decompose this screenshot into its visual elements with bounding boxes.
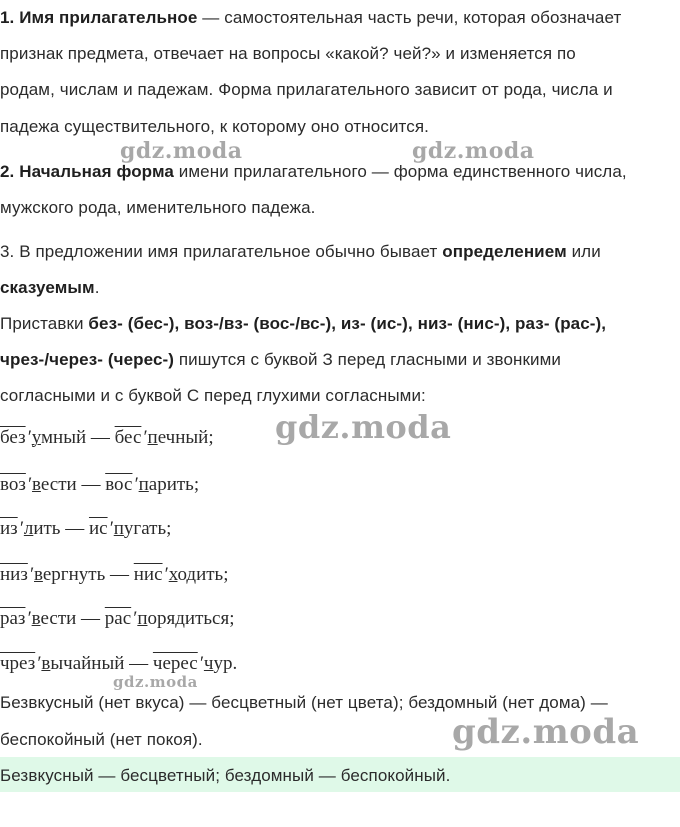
separator: ′ xyxy=(198,653,203,674)
dash: — xyxy=(124,653,153,674)
p1-line1 xyxy=(0,8,621,28)
dash: — xyxy=(105,564,134,585)
separator: ′ xyxy=(163,564,168,585)
root-letter: п xyxy=(113,518,124,539)
prefix: воз xyxy=(0,474,26,495)
prefix: нис xyxy=(133,564,163,585)
separator: ′ xyxy=(28,564,33,585)
prefix: без xyxy=(0,427,26,448)
root-letter: в xyxy=(31,608,41,629)
word-rest: ур xyxy=(213,653,233,674)
dash: — xyxy=(76,474,106,495)
p2-text: имени прилагательного — форма единственного числа, xyxy=(173,162,627,181)
p3-text-or: или xyxy=(566,242,601,261)
word-rest: ести xyxy=(40,474,77,495)
root-letter: п xyxy=(138,474,149,495)
p3-period: . xyxy=(94,278,100,297)
root-letter: в xyxy=(32,474,41,495)
root-letter: х xyxy=(168,564,178,585)
root-letter: ч xyxy=(203,653,214,674)
p4-line3: согласными и с буквой С перед глухими согласными: xyxy=(0,386,426,405)
p5-line1: Безвкусный (нет вкуса) — бесцветный (нет цвета); бездомный (нет дома) — xyxy=(0,693,608,712)
prefix: вос xyxy=(105,474,133,495)
p2-line1 xyxy=(0,162,627,182)
prefix: ис xyxy=(88,518,108,539)
root-letter: л xyxy=(23,518,34,539)
root-letter: п xyxy=(147,427,158,448)
p4-line1 xyxy=(0,314,606,334)
p4-text-2: пишутся с буквой З перед гласными и звонкими xyxy=(174,350,562,369)
term-predicate: сказуемым xyxy=(0,278,95,297)
prefix-list: без- (бес-), воз-/вз- (вос-/вс-), из- (ис-), низ- (нис-), раз- (рас-), xyxy=(88,314,607,333)
example-line xyxy=(0,518,171,540)
answer-text: Безвкусный — бесцветный; бездомный — беспокойный. xyxy=(0,766,451,785)
p2-num: 2. xyxy=(0,162,20,181)
prefix: черес xyxy=(152,653,198,674)
p2-line2: мужского рода, именительного падежа. xyxy=(0,198,316,217)
example-line xyxy=(0,653,237,675)
dash: — xyxy=(76,608,105,629)
punct: ; xyxy=(229,608,235,629)
word-rest: ычайный xyxy=(50,653,125,674)
p3-line1 xyxy=(0,242,601,262)
watermark: gdz.moda xyxy=(113,673,198,691)
p4-text: Приставки xyxy=(0,314,89,333)
p1-text: — самостоятельная часть речи, которая обозначает xyxy=(197,8,622,27)
example-line xyxy=(0,427,214,449)
separator: ′ xyxy=(26,608,31,629)
punct: ; xyxy=(193,474,200,495)
p1-line4: падежа существительного, к которому оно относится. xyxy=(0,117,429,136)
p4-line2 xyxy=(0,350,561,370)
example-line xyxy=(0,564,229,586)
separator: ′ xyxy=(133,474,138,495)
separator: ′ xyxy=(132,608,137,629)
prefix: бес xyxy=(114,427,142,448)
word-rest: ечный xyxy=(157,427,209,448)
separator: ′ xyxy=(108,518,113,539)
separator: ′ xyxy=(26,474,32,495)
term-initial-form: Начальная форма xyxy=(19,162,174,181)
root-letter: в xyxy=(41,653,51,674)
separator: ′ xyxy=(18,518,23,539)
word-rest: ить xyxy=(33,518,61,539)
prefix-list-2: чрез-/через- (черес-) xyxy=(0,350,175,369)
example-line xyxy=(0,474,199,496)
separator: ′ xyxy=(26,427,31,448)
word-rest: одить xyxy=(177,564,224,585)
separator: ′ xyxy=(142,427,147,448)
watermark: gdz.moda xyxy=(275,408,452,446)
p3-line2 xyxy=(0,278,100,298)
term-adjective: 1. Имя прилагательное xyxy=(0,8,198,27)
p5-line2: беспокойный (нет покоя). xyxy=(0,730,203,749)
dash: — xyxy=(60,518,89,539)
prefix: раз xyxy=(0,608,26,629)
watermark: gdz.moda xyxy=(120,138,243,164)
prefix: из xyxy=(0,518,18,539)
p1-line3: родам, числам и падежам. Форма прилагательного зависит от рода, числа и xyxy=(0,80,613,99)
punct: ; xyxy=(208,427,214,448)
word-rest: ести xyxy=(40,608,77,629)
term-attribute: определением xyxy=(442,242,567,261)
root-letter: в xyxy=(34,564,43,585)
word-rest: арить xyxy=(148,474,194,495)
watermark: gdz.moda xyxy=(452,712,640,752)
prefix: рас xyxy=(104,608,132,629)
separator: ′ xyxy=(36,653,41,674)
root-letter: п xyxy=(137,608,148,629)
word-rest: мный xyxy=(41,427,87,448)
word-rest: орядиться xyxy=(147,608,230,629)
p3-text: 3. В предложении имя прилагательное обычно бывает xyxy=(0,242,443,261)
punct: . xyxy=(232,653,238,674)
word-rest: угать xyxy=(123,518,167,539)
prefix: низ xyxy=(0,564,28,585)
prefix: чрез xyxy=(0,653,36,674)
p1-line2: признак предмета, отвечает на вопросы «какой? чей?» и изменяется по xyxy=(0,44,576,63)
punct: ; xyxy=(223,564,229,585)
root-letter: у xyxy=(31,427,41,448)
punct: ; xyxy=(166,518,172,539)
example-line xyxy=(0,608,235,630)
dash: — xyxy=(86,427,115,448)
watermark: gdz.moda xyxy=(412,138,535,164)
word-rest: ергнуть xyxy=(42,564,106,585)
